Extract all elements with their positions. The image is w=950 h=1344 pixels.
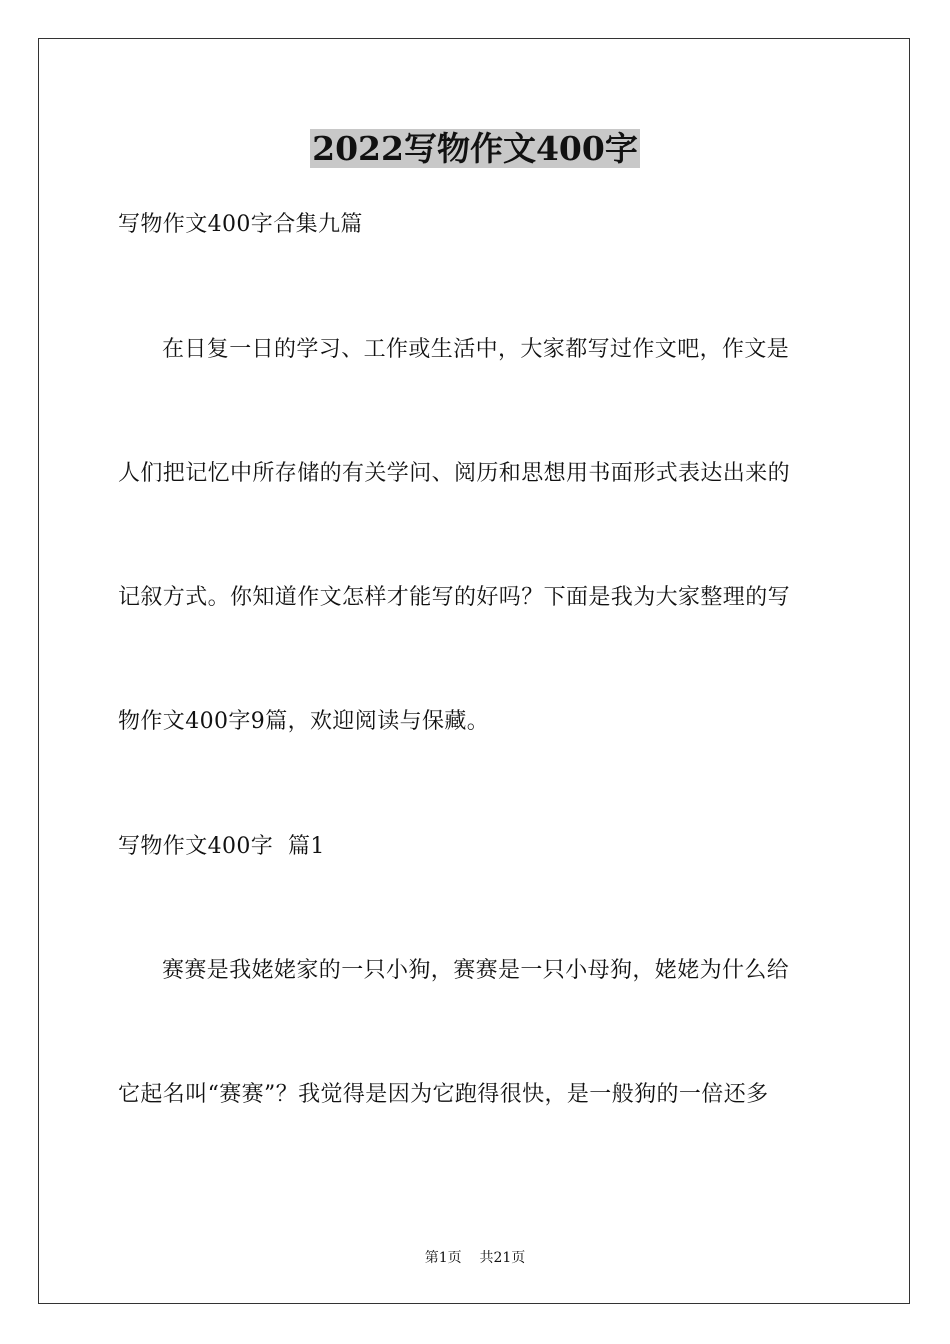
document-subtitle: 写物作文400字合集九篇 xyxy=(118,212,363,237)
page-number: 第1页 xyxy=(424,1250,462,1266)
document-title-text: 2022写物作文400字 xyxy=(312,129,638,168)
intro-line-1: 在日复一日的学习、工作或生活中，大家都写过作文吧，作文是 xyxy=(162,337,790,362)
section-heading: 写物作文400字 篇1 xyxy=(118,834,325,859)
section-line-1: 赛赛是我姥姥家的一只小狗，赛赛是一只小母狗，姥姥为什么给 xyxy=(162,958,790,983)
page-footer xyxy=(0,1248,950,1268)
section-line-2: 它起名叫“赛赛”？我觉得是因为它跑得很快，是一般狗的一倍还多 xyxy=(118,1082,769,1107)
intro-line-4: 物作文400字9篇，欢迎阅读与保藏。 xyxy=(118,709,490,734)
intro-line-2: 人们把记忆中所存储的有关学问、阅历和思想用书面形式表达出来的 xyxy=(118,461,791,486)
intro-line-3: 记叙方式。你知道作文怎样才能写的好吗？下面是我为大家整理的写 xyxy=(118,585,791,610)
document-title xyxy=(0,128,950,170)
page-total: 共21页 xyxy=(479,1250,526,1266)
